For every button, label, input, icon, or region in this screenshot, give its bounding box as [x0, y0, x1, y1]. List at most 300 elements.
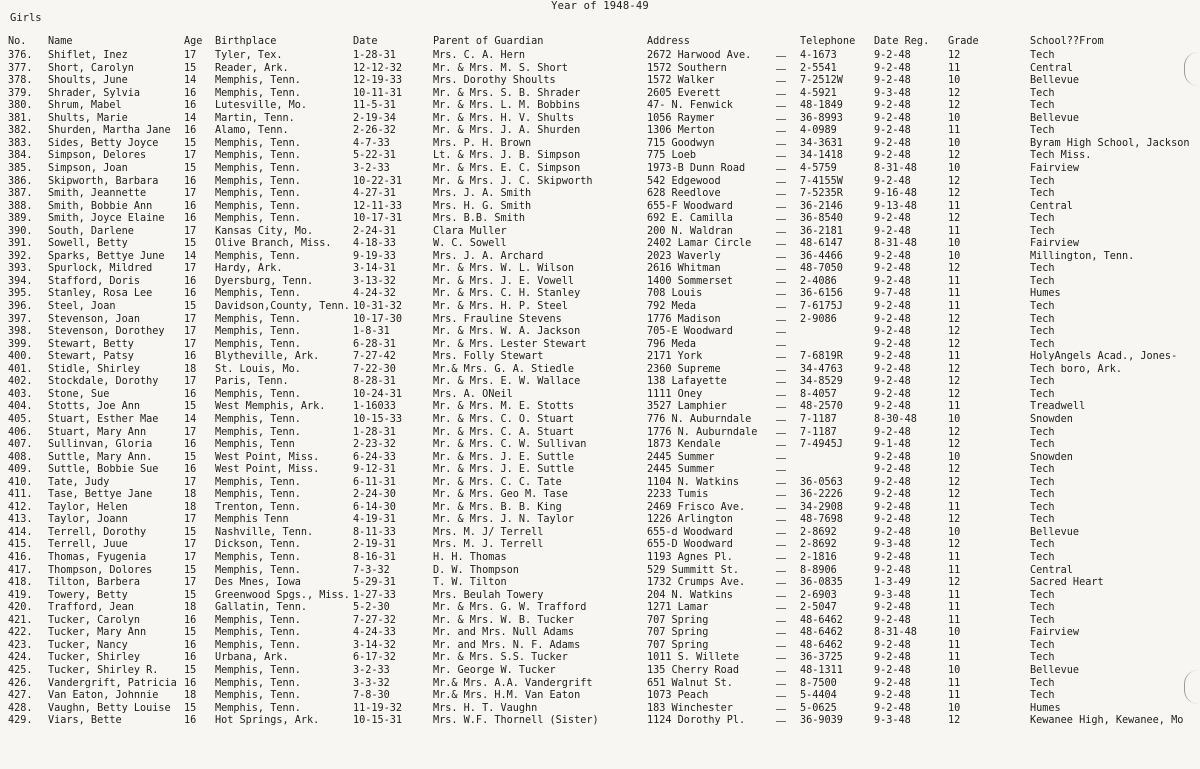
grade: 10 — [948, 451, 961, 463]
school-from: Tech — [1030, 376, 1055, 388]
date-registered: 9-2-48 — [874, 250, 911, 262]
date-registered: 9-2-48 — [874, 564, 911, 576]
date-registered: 9-2-48 — [874, 602, 911, 614]
date-registered: 9-3-48 — [874, 539, 911, 551]
table-row — [0, 627, 1200, 640]
date-registered: 8-31-48 — [874, 238, 917, 250]
birth-date: 6-28-31 — [353, 338, 396, 350]
school-from: Bellevue — [1030, 526, 1080, 538]
header-address: Address — [647, 36, 690, 47]
birthplace: Memphis, Tenn. — [215, 213, 301, 225]
table-row — [0, 427, 1200, 440]
date-registered: 1-3-49 — [874, 577, 911, 589]
student-age: 16 — [184, 275, 197, 287]
table-row — [0, 477, 1200, 490]
birth-date: 7-3-32 — [353, 564, 390, 576]
school-from: Humes — [1030, 288, 1061, 300]
birthplace: Urbana, Ark. — [215, 652, 289, 664]
tick-mark — [776, 520, 786, 521]
guardian: Mrs. Dorothy Shoults — [433, 75, 556, 87]
birthplace: Nashville, Tenn. — [215, 526, 314, 538]
row-number: 397. — [8, 313, 33, 325]
table-row — [0, 652, 1200, 665]
row-number: 412. — [8, 501, 33, 513]
school-from: Kewanee High, Kewanee, Mo — [1030, 715, 1184, 727]
birthplace: Memphis, Tenn. — [215, 75, 301, 87]
address: 3527 Lamphier — [647, 401, 727, 413]
student-age: 17 — [184, 376, 197, 388]
telephone: 8-8906 — [800, 564, 837, 576]
tick-mark — [776, 269, 786, 270]
table-row — [0, 326, 1200, 339]
header-date: Date — [353, 36, 378, 47]
telephone: 48-7698 — [800, 514, 843, 526]
header-guardian: Parent of Guardian — [433, 36, 544, 47]
table-row — [0, 640, 1200, 653]
grade: 12 — [948, 388, 961, 400]
table-row — [0, 401, 1200, 414]
student-name: Vaughn, Betty Louise — [48, 702, 171, 714]
table-row — [0, 201, 1200, 214]
telephone: 48-2570 — [800, 401, 843, 413]
tick-mark — [776, 69, 786, 70]
birthplace: West Memphis, Ark. — [215, 401, 326, 413]
address: 2171 York — [647, 351, 703, 363]
student-age: 17 — [184, 514, 197, 526]
table-row — [0, 351, 1200, 364]
birth-date: 10-31-32 — [353, 301, 403, 312]
address: 775 Loeb — [647, 150, 697, 162]
birthplace: Memphis, Tenn. — [215, 614, 301, 626]
tick-mark — [776, 207, 786, 208]
tick-mark — [776, 156, 786, 157]
margin-bracket-bottom — [1184, 670, 1199, 704]
birth-date: 1-8-31 — [353, 326, 390, 338]
birthplace: Dickson, Tenn. — [215, 539, 301, 551]
birthplace: Memphis, Tenn. — [215, 413, 301, 425]
date-registered: 9-2-48 — [874, 326, 911, 338]
table-row — [0, 615, 1200, 628]
grade: 12 — [948, 188, 961, 200]
address: 1111 Oney — [647, 388, 703, 400]
row-number: 425. — [8, 664, 33, 676]
telephone: 7-1187 — [800, 426, 837, 438]
birth-date: 5-22-31 — [353, 150, 396, 162]
telephone: 48-6462 — [800, 627, 843, 639]
guardian: Mr. & Mrs. J. C. Skipworth — [433, 175, 593, 187]
guardian: Mrs. M. J/ Terrell — [433, 526, 544, 538]
guardian: Mr. & Mrs. B. B. King — [433, 501, 562, 513]
birthplace: Memphis, Tenn. — [215, 87, 301, 99]
grade: 11 — [948, 690, 961, 702]
row-number: 414. — [8, 526, 33, 538]
birth-date: 3-3-32 — [353, 677, 390, 689]
grade: 12 — [948, 313, 961, 325]
address: 2360 Supreme — [647, 363, 721, 375]
birthplace: Memphis, Tenn. — [215, 426, 301, 438]
guardian: Mrs. Frauline Stevens — [433, 313, 562, 325]
student-age: 16 — [184, 388, 197, 400]
table-row — [0, 113, 1200, 126]
school-from: Bellevue — [1030, 664, 1080, 676]
date-registered: 9-2-48 — [874, 614, 911, 626]
school-from: Humes — [1030, 702, 1061, 714]
student-age: 16 — [184, 175, 197, 187]
address: 1873 Kendale — [647, 439, 721, 451]
address: 529 Summitt St. — [647, 564, 740, 576]
school-from: Sacred Heart — [1030, 577, 1104, 589]
date-registered: 9-2-48 — [874, 514, 911, 526]
student-age: 14 — [184, 250, 197, 262]
student-age: 15 — [184, 137, 197, 149]
date-registered: 9-2-48 — [874, 426, 911, 438]
guardian: Mr. & Mrs. Lester Stewart — [433, 338, 587, 350]
tick-mark — [776, 332, 786, 333]
tick-mark — [776, 294, 786, 295]
table-row — [0, 539, 1200, 552]
row-number: 426. — [8, 677, 33, 689]
guardian: Mr. & Mrs. H. V. Shults — [433, 112, 575, 124]
birthplace: Memphis, Tenn. — [215, 250, 301, 262]
guardian: Mr. & Mrs. Geo M. Tase — [433, 489, 568, 501]
student-age: 16 — [184, 87, 197, 99]
guardian: Mr. & Mrs. J. E. Suttle — [433, 464, 575, 476]
school-from: Tech — [1030, 225, 1055, 237]
tick-mark — [776, 571, 786, 572]
telephone: 36-2181 — [800, 225, 843, 237]
telephone: 36-3725 — [800, 652, 843, 664]
grade: 10 — [948, 702, 961, 714]
address: 707 Spring — [647, 639, 709, 651]
address: 776 N. Auburndale — [647, 413, 752, 425]
student-name: Stewart, Betty — [48, 338, 134, 350]
birth-date: 6-17-32 — [353, 652, 396, 664]
grade: 10 — [948, 112, 961, 124]
table-row — [0, 176, 1200, 189]
date-registered: 9-2-48 — [874, 175, 911, 187]
address: 1306 Merton — [647, 125, 715, 137]
guardian: Mr.& Mrs. G. A. Stiedle — [433, 363, 575, 375]
birth-date: 6-14-30 — [353, 501, 396, 513]
table-row — [0, 502, 1200, 515]
tick-mark — [776, 445, 786, 446]
school-from: Bellevue — [1030, 112, 1080, 124]
birth-date: 8-28-31 — [353, 376, 396, 388]
row-number: 379. — [8, 87, 33, 99]
grade: 10 — [948, 162, 961, 174]
guardian: W. C. Sowell — [433, 238, 507, 250]
row-number: 411. — [8, 489, 33, 501]
address: 1011 S. Willete — [647, 652, 740, 664]
row-number: 382. — [8, 125, 33, 137]
birth-date: 10-15-33 — [353, 413, 403, 425]
row-number: 384. — [8, 150, 33, 162]
address: 792 Meda — [647, 301, 697, 312]
school-from: Tech — [1030, 275, 1055, 287]
guardian: Mrs. J. A. Smith — [433, 188, 532, 200]
tick-mark — [776, 282, 786, 283]
birthplace: Memphis, Tenn. — [215, 313, 301, 325]
date-registered: 9-2-48 — [874, 451, 911, 463]
school-from: Tech — [1030, 614, 1055, 626]
tick-mark — [776, 94, 786, 95]
row-number: 402. — [8, 376, 33, 388]
birthplace: Memphis Tenn — [215, 514, 289, 526]
date-registered: 9-2-48 — [874, 313, 911, 325]
birthplace: Memphis, Tenn. — [215, 489, 301, 501]
telephone: 34-2908 — [800, 501, 843, 513]
grade: 12 — [948, 87, 961, 99]
table-row — [0, 263, 1200, 276]
school-from: Tech — [1030, 388, 1055, 400]
table-row — [0, 75, 1200, 88]
row-number: 416. — [8, 552, 33, 563]
birth-date: 4-24-33 — [353, 627, 396, 639]
student-age: 16 — [184, 439, 197, 451]
address: 2023 Waverly — [647, 250, 721, 262]
table-row — [0, 138, 1200, 151]
student-age: 17 — [184, 539, 197, 551]
birthplace: Memphis, Tenn. — [215, 564, 301, 576]
date-registered: 9-2-48 — [874, 363, 911, 375]
guardian: Mr. George W. Tucker — [433, 664, 556, 676]
birth-date: 4-7-33 — [353, 137, 390, 149]
telephone: 4-5921 — [800, 87, 837, 99]
date-registered: 9-2-48 — [874, 376, 911, 388]
guardian: Mrs. Folly Stewart — [433, 351, 544, 363]
student-age: 16 — [184, 213, 197, 225]
row-number: 394. — [8, 275, 33, 287]
guardian: Mr. & Mrs. J. E. Suttle — [433, 451, 575, 463]
birth-date: 11-19-32 — [353, 702, 403, 714]
header-name: Name — [48, 36, 73, 47]
table-row — [0, 88, 1200, 101]
telephone: 34-3631 — [800, 137, 843, 149]
date-registered: 9-2-48 — [874, 263, 911, 275]
grade: 11 — [948, 652, 961, 664]
header-no: No. — [8, 36, 27, 47]
grade: 12 — [948, 338, 961, 350]
tick-mark — [776, 370, 786, 371]
table-row — [0, 301, 1200, 314]
telephone: 48-1311 — [800, 664, 843, 676]
birth-date: 3-2-33 — [353, 664, 390, 676]
guardian: Mrs. W.F. Thornell (Sister) — [433, 715, 599, 727]
student-age: 17 — [184, 326, 197, 338]
birth-date: 7-8-30 — [353, 690, 390, 702]
date-registered: 9-2-48 — [874, 213, 911, 225]
address: 1226 Arlington — [647, 514, 733, 526]
birth-date: 2-24-30 — [353, 489, 396, 501]
telephone: 34-1418 — [800, 150, 843, 162]
telephone: 36-8540 — [800, 213, 843, 225]
student-name: Sides, Betty Joyce — [48, 137, 159, 149]
grade: 10 — [948, 137, 961, 149]
row-number: 390. — [8, 225, 33, 237]
birthplace: Memphis, Tenn. — [215, 288, 301, 300]
student-age: 16 — [184, 125, 197, 137]
grade: 12 — [948, 326, 961, 338]
student-age: 15 — [184, 451, 197, 463]
telephone: 2-9086 — [800, 313, 837, 325]
birth-date: 10-11-31 — [353, 87, 403, 99]
guardian: Mrs. H. G. Smith — [433, 200, 532, 212]
telephone: 36-6156 — [800, 288, 843, 300]
table-row — [0, 590, 1200, 603]
date-registered: 9-2-48 — [874, 50, 911, 61]
telephone: 2-5541 — [800, 62, 837, 74]
student-age: 15 — [184, 301, 197, 312]
tick-mark — [776, 420, 786, 421]
date-registered: 9-2-48 — [874, 526, 911, 538]
row-number: 396. — [8, 301, 33, 312]
tick-mark — [776, 545, 786, 546]
grade: 12 — [948, 514, 961, 526]
table-row — [0, 364, 1200, 377]
student-age: 17 — [184, 50, 197, 61]
date-registered: 9-2-48 — [874, 677, 911, 689]
birth-date: 10-17-30 — [353, 313, 403, 325]
tick-mark — [776, 583, 786, 584]
address: 1271 Lamar — [647, 602, 709, 614]
student-name: Simpson, Delores — [48, 150, 147, 162]
row-number: 429. — [8, 715, 33, 727]
grade: 11 — [948, 62, 961, 74]
school-from: Central — [1030, 62, 1073, 74]
student-name: Smith, Bobbie Ann — [48, 200, 153, 212]
student-age: 17 — [184, 188, 197, 200]
date-registered: 9-2-48 — [874, 489, 911, 501]
birth-date: 1-16033 — [353, 401, 396, 413]
birthplace: Hardy, Ark. — [215, 263, 283, 275]
tick-mark — [776, 106, 786, 107]
telephone: 7-6175J — [800, 301, 843, 312]
header-grade: Grade — [948, 36, 979, 47]
grade: 12 — [948, 50, 961, 61]
school-from: Byram High School, Jackson — [1030, 137, 1190, 149]
grade: 11 — [948, 677, 961, 689]
birthplace: Martin, Tenn. — [215, 112, 295, 124]
student-age: 17 — [184, 313, 197, 325]
tick-mark — [776, 508, 786, 509]
table-row — [0, 464, 1200, 477]
student-name: Sparks, Bettye June — [48, 250, 165, 262]
grade: 11 — [948, 275, 961, 287]
tick-mark — [776, 169, 786, 170]
school-from: Tech — [1030, 489, 1055, 501]
school-from: Snowden — [1030, 451, 1073, 463]
student-name: Shiflet, Inez — [48, 50, 128, 61]
student-age: 15 — [184, 589, 197, 601]
row-number: 400. — [8, 351, 33, 363]
telephone: 4-1673 — [800, 50, 837, 61]
student-name: Stevenson, Dorothey — [48, 326, 165, 338]
table-row — [0, 414, 1200, 427]
school-from: Tech — [1030, 589, 1055, 601]
row-number: 399. — [8, 338, 33, 350]
row-number: 413. — [8, 514, 33, 526]
school-from: Tech — [1030, 690, 1055, 702]
row-number: 387. — [8, 188, 33, 200]
section-label: Girls — [10, 12, 42, 24]
row-number: 389. — [8, 213, 33, 225]
telephone: 7-1187 — [800, 413, 837, 425]
address: 47- N. Fenwick — [647, 100, 733, 112]
address: 183 Winchester — [647, 702, 733, 714]
tick-mark — [776, 533, 786, 534]
grade: 12 — [948, 577, 961, 589]
table-row — [0, 665, 1200, 678]
school-from: Tech Miss. — [1030, 150, 1092, 162]
birth-date: 10-22-31 — [353, 175, 403, 187]
telephone: 36-0563 — [800, 476, 843, 488]
row-number: 383. — [8, 137, 33, 149]
telephone: 48-6462 — [800, 614, 843, 626]
school-from: Tech — [1030, 301, 1055, 312]
birthplace: Memphis, Tenn. — [215, 137, 301, 149]
birth-date: 4-24-32 — [353, 288, 396, 300]
student-name: Sowell, Betty — [48, 238, 128, 250]
grade: 12 — [948, 715, 961, 727]
student-name: Simpson, Joan — [48, 162, 128, 174]
column-header-row — [0, 36, 1200, 49]
student-age: 16 — [184, 351, 197, 363]
table-row — [0, 565, 1200, 578]
guardian: Mr. & Mrs. L. M. Bobbins — [433, 100, 581, 112]
date-registered: 9-13-48 — [874, 200, 917, 212]
birthplace: Greenwood Spgs., Miss. — [215, 589, 350, 601]
table-row — [0, 678, 1200, 691]
row-number: 420. — [8, 602, 33, 614]
address: 1776 N. Auburndale — [647, 426, 758, 438]
tick-mark — [776, 307, 786, 308]
birth-date: 1-28-31 — [353, 426, 396, 438]
row-number: 377. — [8, 62, 33, 74]
date-registered: 9-2-48 — [874, 501, 911, 513]
guardian: Mr. & Mrs. J. N. Taylor — [433, 514, 575, 526]
birthplace: Memphis, Tenn. — [215, 627, 301, 639]
student-name: Taylor, Helen — [48, 501, 128, 513]
birth-date: 3-14-31 — [353, 263, 396, 275]
telephone: 36-0835 — [800, 577, 843, 589]
table-row — [0, 314, 1200, 327]
grade: 12 — [948, 476, 961, 488]
address: 1572 Southern — [647, 62, 727, 74]
student-name: Thomas, Fyugenia — [48, 552, 147, 563]
birthplace: Kansas City, Mo. — [215, 225, 314, 237]
student-age: 17 — [184, 150, 197, 162]
guardian: Mr. & Mrs. C. A. Stuart — [433, 426, 575, 438]
grade: 10 — [948, 75, 961, 87]
date-registered: 9-2-48 — [874, 552, 911, 563]
guardian: H. H. Thomas — [433, 552, 507, 563]
grade: 11 — [948, 501, 961, 513]
grade: 12 — [948, 150, 961, 162]
student-age: 16 — [184, 464, 197, 476]
row-number: 381. — [8, 112, 33, 124]
student-name: Taylor, Joann — [48, 514, 128, 526]
birth-date: 9-19-33 — [353, 250, 396, 262]
student-age: 15 — [184, 401, 197, 413]
grade: 11 — [948, 614, 961, 626]
address: 204 N. Watkins — [647, 589, 733, 601]
birth-date: 3-13-32 — [353, 275, 396, 287]
date-registered: 9-1-48 — [874, 439, 911, 451]
birthplace: Alamo, Tenn. — [215, 125, 289, 137]
grade: 12 — [948, 363, 961, 375]
tick-mark — [776, 257, 786, 258]
tick-mark — [776, 395, 786, 396]
